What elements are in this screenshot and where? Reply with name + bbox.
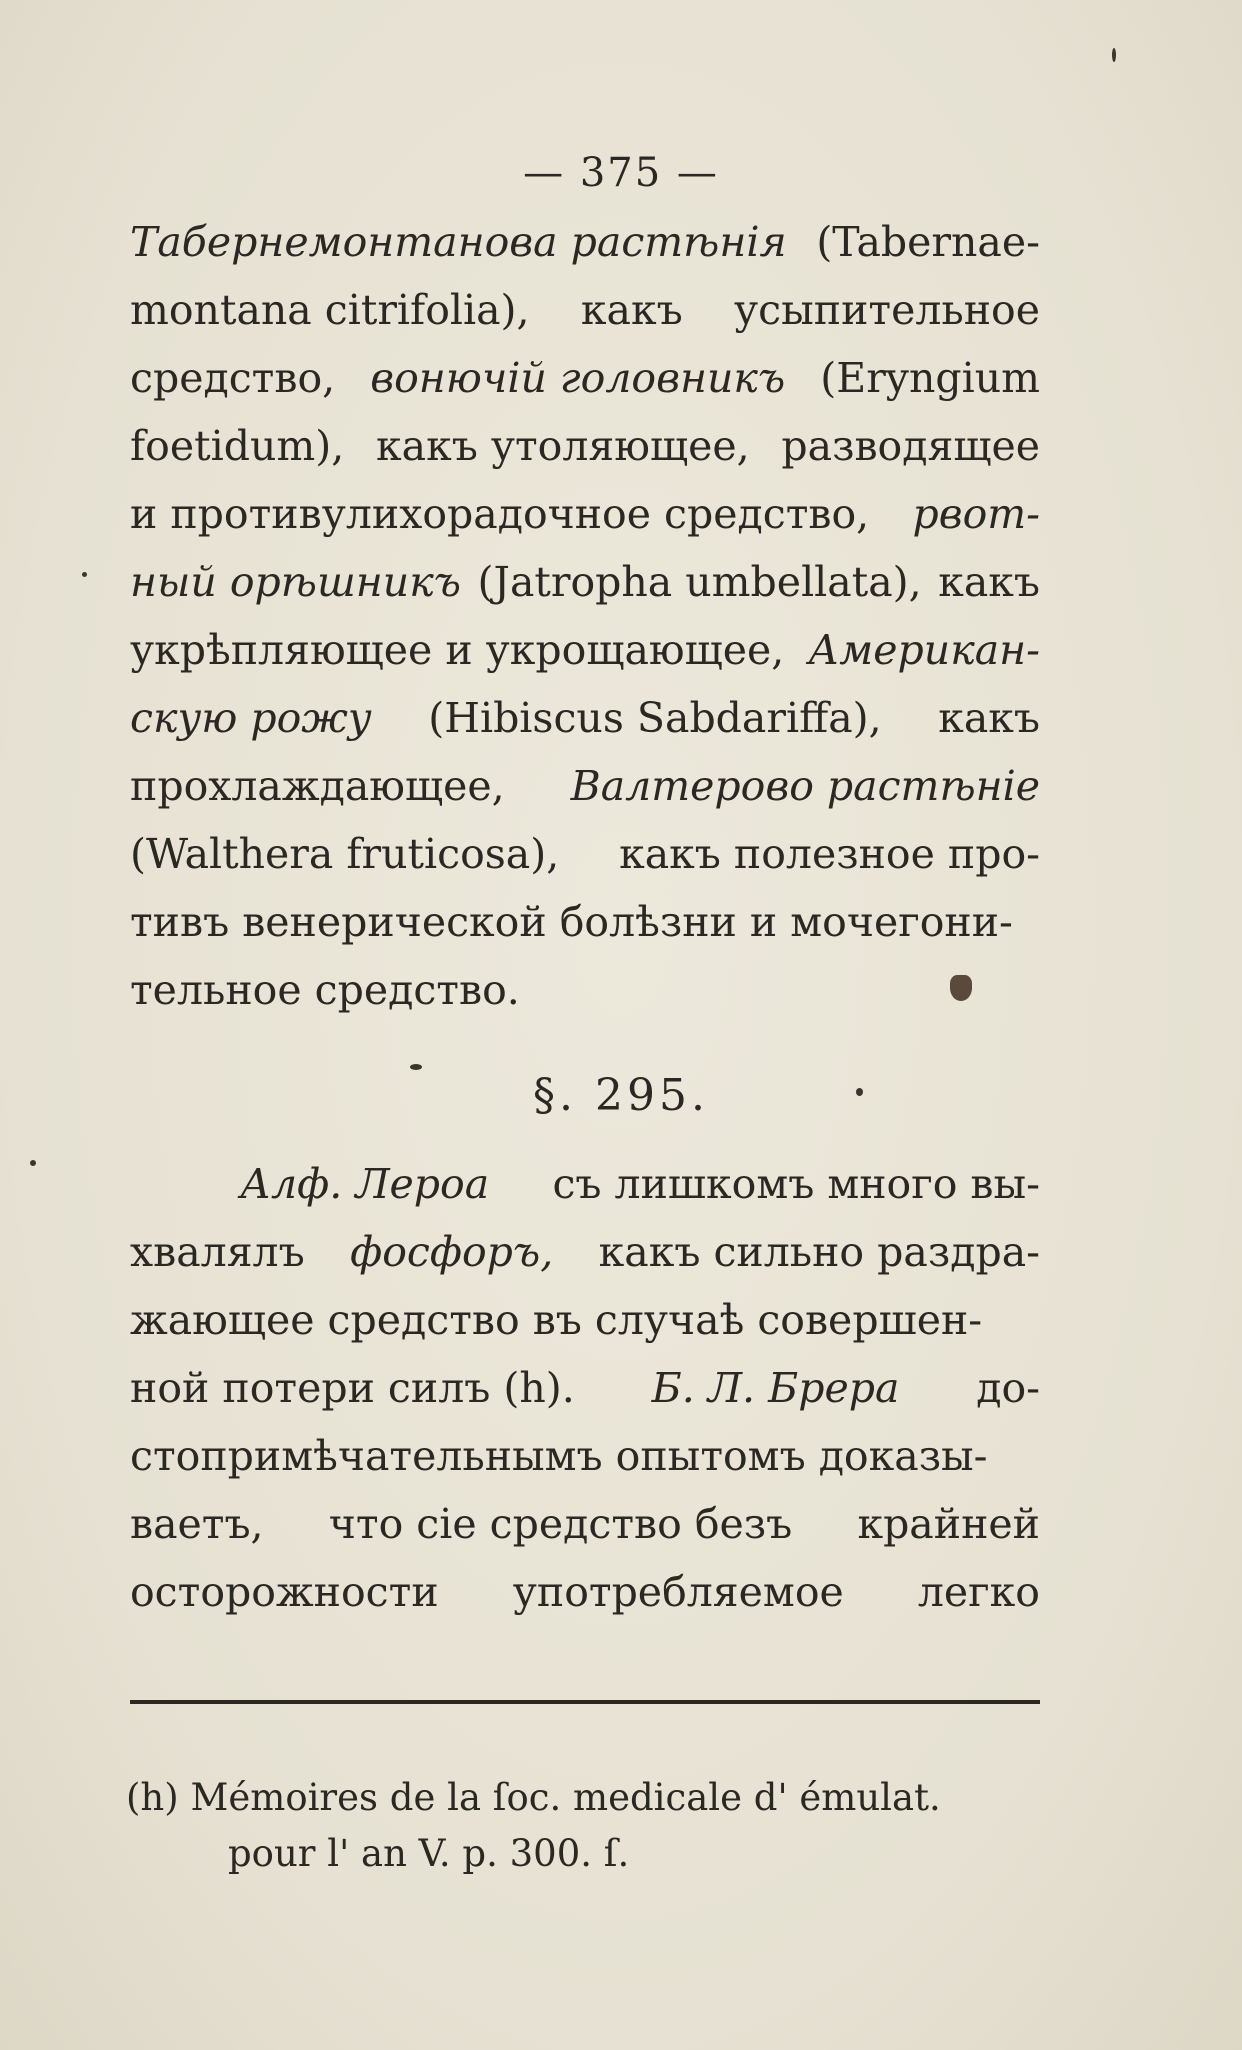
text-line: [130, 412, 1040, 480]
text-line: [130, 888, 1040, 956]
text-span: какъ: [580, 286, 683, 334]
text-line: [130, 208, 1040, 276]
text-line: [130, 1490, 1040, 1558]
text-span: до-: [976, 1364, 1040, 1412]
text-span: (Hibiscus Sabdariffa),: [428, 694, 882, 742]
footnote-line: (h) Mémoires de la ſoc. medicale d' émulat.: [126, 1776, 941, 1819]
text-line: [130, 480, 1040, 548]
ink-speck: [410, 1064, 422, 1070]
text-line: [130, 1354, 1040, 1422]
term-italic: Алф. Лероа: [240, 1160, 490, 1208]
text-line: [130, 616, 1040, 684]
text-span: осторожности: [130, 1568, 439, 1616]
term-italic: вонючій головникъ: [370, 354, 786, 402]
text-span: какъ утоляющее,: [376, 422, 750, 470]
footnote-divider: [130, 1700, 1040, 1704]
text-line: [130, 1150, 1040, 1218]
text-span: крайней: [857, 1500, 1040, 1548]
text-span: употребляемое: [512, 1568, 844, 1616]
section-heading: §. 295.: [533, 1070, 709, 1121]
term-italic: ный орѣшникъ: [130, 558, 462, 606]
ink-speck: [30, 1160, 36, 1166]
term-italic: Валтерово растѣніе: [570, 762, 1040, 810]
text-line: [130, 684, 1040, 752]
text-span: (Eryngium: [820, 354, 1040, 402]
text-span: какъ сильно раздра-: [598, 1228, 1040, 1276]
text-span: что сіе средство безъ: [328, 1500, 793, 1548]
text-line: [130, 548, 1040, 616]
text-line: [130, 276, 1040, 344]
text-span: тивъ венерической болѣзни и мочегони-: [130, 898, 1013, 946]
page-number: — 375 —: [523, 150, 719, 196]
text-span: ной потери силъ (h).: [130, 1364, 575, 1412]
text-span: ваетъ,: [130, 1500, 264, 1548]
term-italic: скую рожу: [130, 694, 372, 742]
text-span: (Jatropha umbellata),: [477, 558, 922, 606]
text-span: стопримѣчательнымъ опытомъ доказы-: [130, 1432, 988, 1480]
text-span: разводящее: [781, 422, 1040, 470]
text-span: жающее средство въ случаѣ совершен-: [130, 1296, 983, 1344]
text-line: [130, 1558, 1040, 1626]
text-span: и противулихорадочное средство,: [130, 490, 870, 538]
text-line: [130, 820, 1040, 888]
text-span: тельное средство.: [130, 966, 520, 1014]
text-span: укрѣпляющее и укрощающее,: [130, 626, 785, 674]
term-italic: Б. Л. Брера: [651, 1364, 900, 1412]
text-span: легко: [917, 1568, 1040, 1616]
footnote: [126, 1770, 1046, 1882]
text-line: [130, 1286, 1040, 1354]
footnote-line: pour l' an V. p. 300. ſ.: [228, 1832, 630, 1875]
paragraph-1: [130, 208, 1040, 1024]
ink-speck: [856, 1088, 863, 1096]
text-span: foetidum),: [130, 422, 345, 470]
text-span: какъ: [938, 694, 1040, 742]
text-span: прохлаждающее,: [130, 762, 505, 810]
text-line: [130, 1422, 1040, 1490]
ink-speck: [82, 572, 87, 577]
term-italic: рвот-: [912, 490, 1040, 538]
term-italic: фосфоръ,: [350, 1228, 554, 1276]
text-line: [130, 1218, 1040, 1286]
term-italic: Американ-: [808, 626, 1040, 674]
text-span: montana citrifolia),: [130, 286, 530, 334]
text-line: [130, 752, 1040, 820]
text-span: средство,: [130, 354, 336, 402]
text-span: усыпительное: [734, 286, 1040, 334]
term-italic: Табернемонтанова растѣнія: [130, 218, 787, 266]
text-span: (Walthera fruticosa),: [130, 830, 560, 878]
text-line: [130, 344, 1040, 412]
text-line: [130, 956, 1040, 1024]
paragraph-2: [130, 1150, 1040, 1626]
text-span: какъ: [938, 558, 1040, 606]
text-span: какъ полезное про-: [619, 830, 1040, 878]
text-span: хвалялъ: [130, 1228, 305, 1276]
text-span: съ лишкомъ много вы-: [552, 1160, 1040, 1208]
ink-speck: [950, 975, 972, 1001]
ink-speck: [1112, 48, 1116, 62]
text-span: (Tabernae-: [816, 218, 1040, 266]
